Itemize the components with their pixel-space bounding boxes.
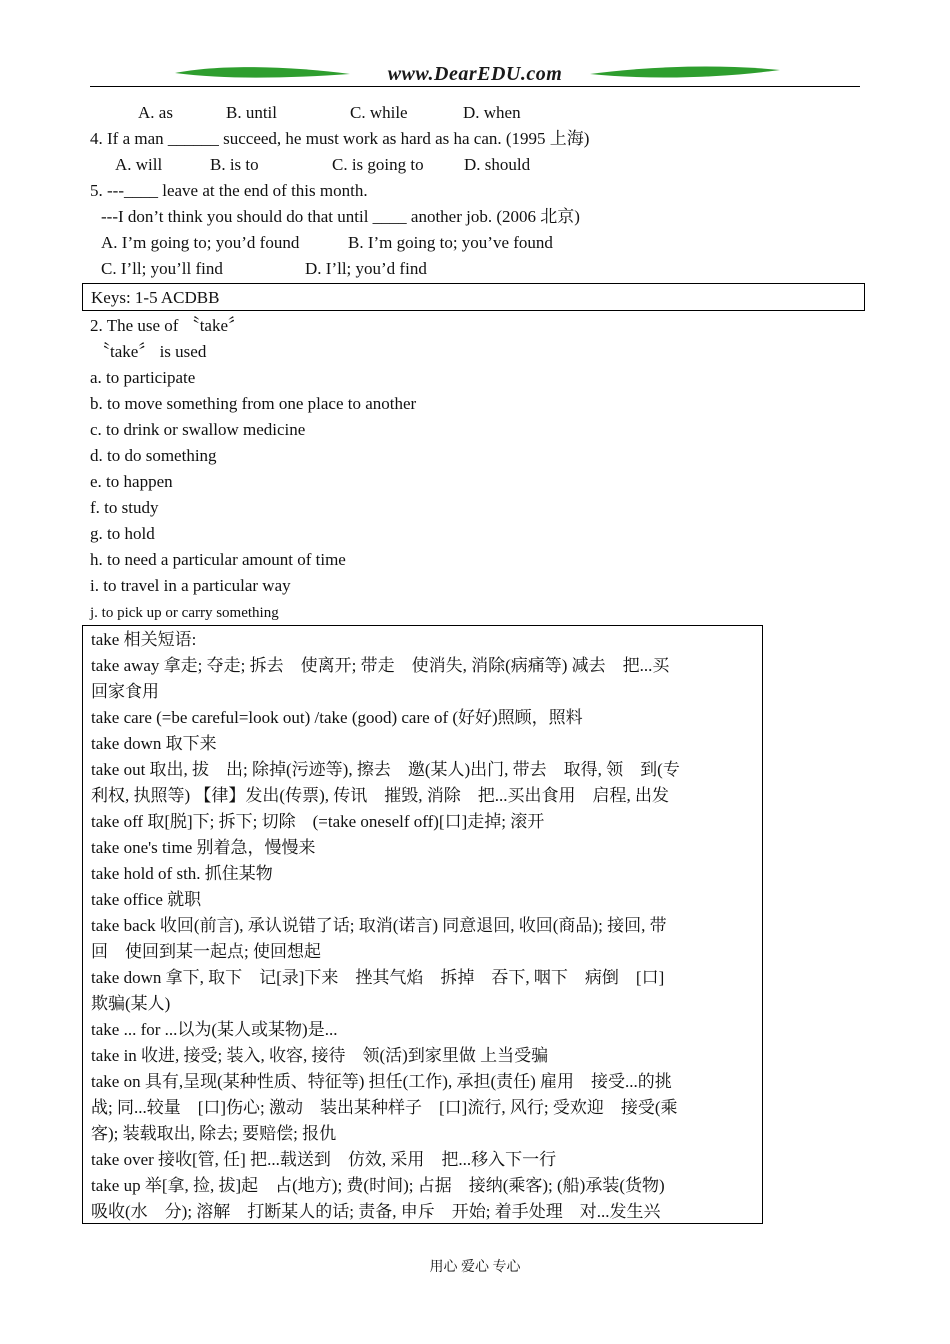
- phrase-line: take off 取[脱]下; 拆下; 切除 (=take oneself off)[口]走掉; 滚开: [91, 812, 545, 831]
- q5-stem-2: ---I don’t think you should do that until ____ another job. (2006 北京): [101, 207, 580, 226]
- phrase-line: take 相关短语:: [91, 630, 197, 649]
- take-phrases-box: [82, 625, 763, 1224]
- section-title: 2. The use of 〝take〞: [90, 316, 246, 335]
- phrase-line: 吸收(水 分); 溶解 打断某人的话; 责备, 申斥 开始; 着手处理 对...发生兴: [91, 1202, 661, 1221]
- use-item: h. to need a particular amount of time: [90, 550, 346, 569]
- use-item: g. to hold: [90, 524, 155, 543]
- use-item: b. to move something from one place to another: [90, 394, 417, 413]
- q5-option-a: A. I’m going to; you’d found: [101, 233, 300, 252]
- use-item: c. to drink or swallow medicine: [90, 420, 306, 439]
- use-item: e. to happen: [90, 472, 173, 491]
- answer-keys-text: Keys: 1-5 ACDBB: [91, 288, 220, 307]
- q4-option-d: D. should: [464, 155, 531, 174]
- q5-option-d: D. I’ll; you’d find: [305, 259, 427, 278]
- phrase-line: 战; 同...较量 [口]伤心; 激动 装出某种样子 [口]流行, 风行; 受欢迎 接受(乘: [91, 1098, 678, 1117]
- q3-option-b: B. until: [226, 103, 278, 122]
- use-item: d. to do something: [90, 446, 217, 465]
- phrase-line: take in 收进, 接受; 装入, 收容, 接待 领(活)到家里做 上当受骗: [91, 1046, 549, 1065]
- phrase-line: 客); 装载取出, 除去; 要赔偿; 报仇: [91, 1124, 337, 1143]
- q5-stem-1: 5. ---____ leave at the end of this month.: [90, 181, 368, 200]
- site-logo-text[interactable]: www.DearEDU.com: [387, 63, 563, 85]
- q3-option-c: C. while: [350, 103, 408, 122]
- section-subtitle: 〝take〞 is used: [93, 342, 207, 361]
- phrase-line: take away 拿走; 夺走; 拆去 使离开; 带走 使消失, 消除(病痛等) 减去 把...买: [91, 656, 670, 675]
- phrase-line: take ... for ...以为(某人或某物)是...: [91, 1020, 338, 1039]
- phrase-line: take over 接收[管, 任] 把...载送到 仿效, 采用 把...移入下一行: [91, 1150, 557, 1169]
- phrase-line: 欺骗(某人): [91, 994, 171, 1013]
- phrase-line: 利权, 执照等) 【律】发出(传票), 传讯 摧毁, 消除 把...买出食用 启程, 出发: [91, 786, 669, 805]
- q5-option-c: C. I’ll; you’ll find: [101, 259, 223, 278]
- q3-option-d: D. when: [463, 103, 521, 122]
- use-item: f. to study: [90, 498, 159, 517]
- q4-option-b: B. is to: [210, 155, 259, 174]
- q5-option-b: B. I’m going to; you’ve found: [348, 233, 553, 252]
- phrase-line: take office 就职: [91, 890, 202, 909]
- phrase-line: take care (=be careful=look out) /take (good) care of (好好)照顾，照料: [91, 708, 583, 727]
- use-item: j. to pick up or carry something: [90, 605, 279, 621]
- answer-keys-box: [82, 283, 865, 311]
- phrase-line: take up 举[拿, 捡, 拔]起 占(地方); 费(时间); 占据 接纳(乘客); (船)承装(货物): [91, 1176, 665, 1195]
- phrase-line: take hold of sth. 抓住某物: [91, 864, 273, 883]
- phrase-line: take down 取下来: [91, 734, 217, 753]
- q4-option-c: C. is going to: [332, 155, 424, 174]
- q3-option-a: A. as: [138, 103, 173, 122]
- phrase-line: take on 具有,呈现(某种性质、特征等) 担任(工作), 承担(责任) 雇用 接受...的挑: [91, 1072, 672, 1091]
- q4-stem: 4. If a man ______ succeed, he must work as hard as ha can. (1995 上海): [90, 129, 590, 148]
- phrase-line: take back 收回(前言), 承认说错了话; 取消(诺言) 同意退回, 收回(商品); 接回, 带: [91, 916, 667, 935]
- phrase-line: take out 取出, 拔 出; 除掉(污迹等), 擦去 邀(某人)出门, 带去 取得, 领 到(专: [91, 760, 680, 779]
- phrase-line: 回 使回到某一起点; 使回想起: [91, 942, 321, 961]
- phrase-line: take one's time 别着急，慢慢来: [91, 838, 316, 857]
- use-item: i. to travel in a particular way: [90, 576, 291, 595]
- q4-option-a: A. will: [115, 155, 163, 174]
- phrase-line: 回家食用: [91, 682, 159, 701]
- page-header: [90, 60, 860, 90]
- header-rule: [90, 86, 860, 87]
- page-footer: 用心 爱心 专心: [429, 1260, 521, 1275]
- use-item: a. to participate: [90, 368, 196, 387]
- phrase-line: take down 拿下, 取下 记[录]下来 挫其气焰 拆掉 吞下, 咽下 病倒 [口]: [91, 968, 665, 987]
